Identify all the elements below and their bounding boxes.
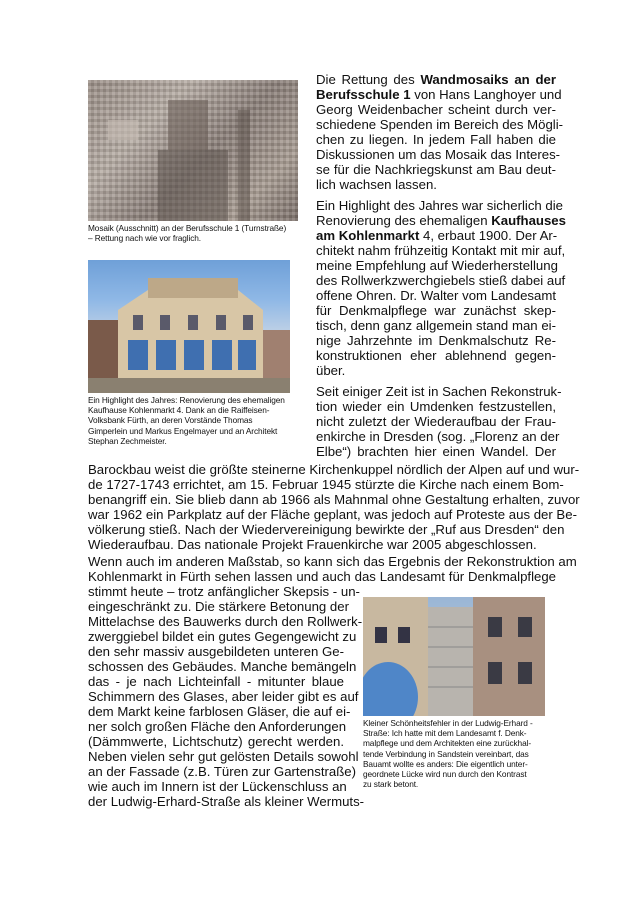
text-line [316,429,560,444]
text-segment: tisch, denn ganz allgemein stand man ei- [316,318,556,333]
text-line [316,444,556,459]
text-line [88,644,344,659]
text-segment: Elbe“) brachten hier einen Wandel. Der [316,444,556,459]
text-segment: Wenn auch im anderen Maßstab, so kann sich das Ergebnis der Rekonstruktion am [88,554,577,569]
text-line [88,462,580,477]
building-graphic [88,260,290,393]
text-segment: nige Jahrzehnte im Denkmalschutz Re- [316,333,556,348]
text-line [88,554,577,569]
text-segment: das - je nach Lichteinfall - mitunter blaue [88,674,344,689]
mosaic-caption [88,223,312,243]
text-segment: Schimmern des Glases, aber leider gibt es auf [88,689,359,704]
text-line [88,764,357,779]
text-segment: über. [316,363,346,378]
text-line [316,303,556,318]
text-line [88,492,580,507]
text-segment: Mittelachse des Bauwerks durch den Rollwerk- [88,614,363,629]
text-line [88,689,359,704]
building-caption [88,395,312,446]
text-segment: der Ludwig-Erhard-Straße als kleiner Wermuts- [88,794,365,809]
text-segment: an der Fassade (z.B. Türen zur Gartenstraße) [88,764,357,779]
text-line [88,477,564,492]
caption-line: tende Verbindung in Sandstein vereinbart, das [363,748,529,759]
text-line [316,258,556,273]
caption-line: Mosaik (Ausschnitt) an der Berufsschule 1 (Turnstraße) [88,223,287,233]
full-width-paragraph-2 [88,554,577,584]
mosaic-figure-graphic [88,80,298,221]
text-segment: Seit einiger Zeit ist in Sachen Rekonstruk- [316,384,562,399]
text-line [88,614,363,629]
text-line [316,399,556,414]
text-segment: (Dämmwerte, Lichtschutz) gerecht werden. [88,734,344,749]
text-segment: offene Ohren. Dr. Walter vom Landesamt [316,288,556,303]
bold-text: am Kohlenmarkt [316,228,420,243]
caption-line: Straße: Ich hatte mit dem Landesamt f. Denk- [363,728,527,739]
caption-line: zu stark betont. [363,779,419,790]
text-line [88,659,357,674]
text-line [88,704,351,719]
text-segment: von Hans Langhoyer und [410,87,562,102]
text-segment: Ein Highlight des Jahres war sicherlich die [316,198,564,213]
caption-line: Kleiner Schönheitsfehler in der Ludwig-Erhard - [363,718,533,728]
building-photo [88,260,290,393]
text-segment: Renovierung des ehemaligen [316,213,492,228]
text-line [88,734,344,749]
text-segment: war 1962 ein Parkplatz auf der Fläche geplant, was jedoch auf Proteste aus der Be- [88,507,577,522]
text-line [316,348,556,363]
right-column-text [316,72,566,459]
caption-line: Stephan Zechmeister. [88,435,167,446]
text-line [316,273,566,288]
text-segment: schossen des Gebäudes. Manche bemängeln [88,659,357,674]
text-segment: dem Markt keine farblosen Gläser, die auf ei- [88,704,351,719]
text-line [88,779,347,794]
mosaic-photo [88,80,298,221]
text-line [316,198,564,213]
text-line [316,414,556,429]
text-line [88,584,360,599]
text-segment: benangriff ein. Sie blieb dann ab 1966 als Mahnmal ohne Gestaltung erhalten, zuvor [88,492,580,507]
text-segment: Diskussionen um das Mosaik das Interes- [316,147,561,162]
text-line [88,507,577,522]
text-line [316,147,561,162]
bold-text: Kaufhauses [491,213,566,228]
text-segment: tion wieder ein Umdenken festzustellen, [316,399,556,414]
text-segment: zwerggiebel bildet ein gutes Gegengewicht zu [88,629,357,644]
text-segment: ner solch großen Fläche den Anforderungen [88,719,347,734]
text-segment: Die Rettung des [316,72,421,87]
text-line [88,719,347,734]
stairs-photo [363,597,545,716]
text-segment: völkerung stieß. Nach der Wiedervereinigung bewirkte der „Ruf aus Dresden“ den [88,522,565,537]
text-segment: Barockbau weist die größte steinerne Kirchenkuppel nördlich der Alpen auf und wur- [88,462,580,477]
text-segment: für Denkmalpflege war zunächst skep- [316,303,556,318]
text-segment: konstruktionen eher ablehnend gegen- [316,348,556,363]
text-segment: enkirche in Dresden (sog. „Florenz an der [316,429,560,444]
stairs-caption [363,718,563,789]
stairs-graphic [363,597,545,716]
caption-line: – Rettung nach wie vor fraglich. [88,233,202,244]
caption-line: geordnete Lücke wird nun durch den Kontrast [363,769,527,780]
text-line [88,674,344,689]
text-line [316,318,556,333]
text-segment: chitekt nahm frühzeitig Kontakt mit mir auf, [316,243,566,258]
caption-line: Kaufhause Kohlenmarkt 4. Dank an die Raiffeisen- [88,405,270,416]
bold-text: Wandmosaiks an der [420,72,556,87]
text-line [316,288,556,303]
bold-text: Berufsschule 1 [316,87,411,102]
text-segment: lich wachsen lassen. [316,177,437,192]
caption-line: malpflege und dem Architekten eine zurückhal- [363,738,531,749]
text-line [316,243,566,258]
caption-line: Ein Highlight des Jahres: Renovierung des ehemaligen [88,395,285,405]
text-line [316,384,562,399]
text-line [316,213,566,228]
text-line [88,629,357,644]
text-segment: se für die Nachkriegskunst am Bau deut- [316,162,556,177]
text-line [88,522,565,537]
text-line [316,162,556,177]
text-segment: nicht zuletzt der Wiederaufbau der Frau- [316,414,556,429]
text-line [316,132,556,147]
text-segment: meine Empfehlung auf Wiederherstellung [316,258,558,273]
text-line [316,87,562,102]
text-segment: Georg Weidenbacher scheint durch ver- [316,102,556,117]
caption-line: Bauamt wollte es anders: Die eigentlich unter- [363,758,528,769]
text-segment: des Rollwerkzwerchgiebels stieß dabei auf [316,273,566,288]
text-segment: den sehr massiv ausgebildeten unteren Ge- [88,644,344,659]
text-segment: stimmt heute – trotz anfänglicher Skepsis - un- [88,584,360,599]
full-width-paragraph-1 [88,462,580,552]
text-segment: wie auch im Innern ist der Lückenschluss an [88,779,347,794]
left-column-text [88,584,365,809]
text-line [88,569,556,584]
text-line [316,102,556,117]
text-segment: Kohlenmarkt in Fürth sehen lassen und auch das Landesamt für Denkmalpflege [88,569,556,584]
text-line [88,794,365,809]
caption-line: Volksbank Fürth, an deren Vorstände Thomas [88,415,253,426]
text-line [316,228,556,243]
text-line [88,537,556,552]
text-line [316,72,556,87]
text-line [88,599,349,614]
text-line [88,749,359,764]
text-line [316,177,556,192]
text-segment: Neben vielen sehr gut gelösten Details sowohl [88,749,359,764]
text-line [316,363,556,378]
text-segment: 4, erbaut 1900. Der Ar- [419,228,558,243]
text-segment: eingeschränkt zu. Die stärkere Betonung der [88,599,349,614]
text-line [316,333,556,348]
text-segment: Wiederaufbau. Das nationale Projekt Frauenkirche war 2005 abgeschlossen. [88,537,537,552]
text-line [316,117,564,132]
caption-line: Gimperlein und Markus Engelmayer und an Architekt [88,425,278,436]
text-segment: schiedene Spenden im Bereich des Mögli- [316,117,564,132]
text-segment: chen zu liegen. In jedem Fall haben die [316,132,556,147]
text-segment: de 1727-1743 errichtet, am 15. Februar 1945 stürzte die Kirche nach einem Bom- [88,477,564,492]
